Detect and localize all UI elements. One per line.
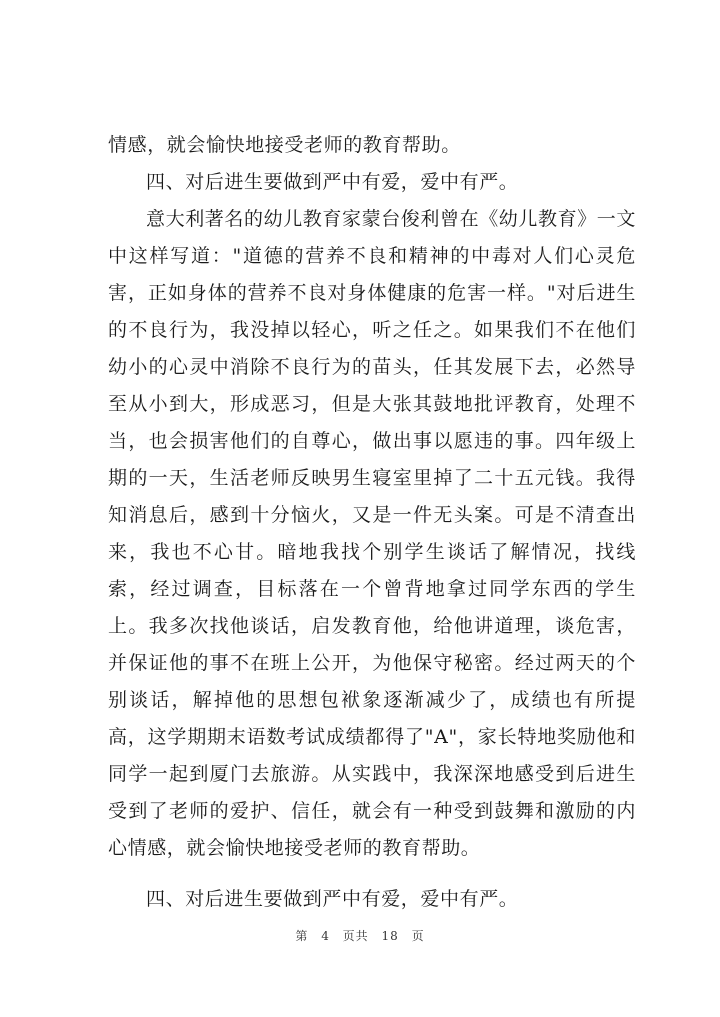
- footer-current-page: 4: [321, 929, 330, 943]
- paragraph-continuation: 情感，就会愉快地接受老师的教育帮助。: [108, 134, 461, 156]
- footer-middle: 页共: [342, 929, 369, 943]
- section-heading: 四、对后进生要做到严中有爱，爱中有严。: [146, 171, 519, 193]
- footer-prefix: 第: [295, 929, 309, 943]
- paragraph-main: 意大利著名的幼儿教育家蒙台俊利曾在《幼儿教育》一文中这样写道："道德的营养不良和精神的中毒对人们心灵危害，正如身体的营养不良对身体健康的危害一样。"对后进生的不良行为，我没掉以轻心，听之任之。如果我们不在他们幼小的心灵中消除不良行为的苗头，任其发展下去，必然导至从小到大，形成恶习，但是大张其鼓地批评教育，处理不当，也会损害他们的自尊心，做出事以愿违的事。四年级上期的一天，生活老师反映男生寝室里掉了二十五元钱。我得知消息后，感到十分恼火，又是一件无头案。可是不清查出来，我也不心甘。暗地我找个别学生谈话了解情况，找线索，经过调查，目标落在一个曾背地拿过同学东西的学生上。我多次找他谈话，启发教育他，给他讲道理，谈危害，并保证他的事不在班上公开，为他保守秘密。经过两天的个别谈话，解掉他的思想包袱象逐渐减少了，成绩也有所提高，这学期期末语数考试成绩都得了"A"，家长特地奖励他和同学一起到厦门去旅游。从实践中，我深深地感受到后进生受到了老师的爱护、信任，就会有一种受到鼓舞和激励的内心情感，就会愉快地接受老师的教育帮助。: [108, 208, 637, 859]
- section-heading-repeat: 四、对后进生要做到严中有爱，爱中有严。: [146, 888, 519, 910]
- page-footer: [0, 927, 720, 944]
- footer-suffix: 页: [411, 929, 425, 943]
- footer-total-pages: 18: [381, 929, 399, 943]
- body-text: [108, 127, 636, 918]
